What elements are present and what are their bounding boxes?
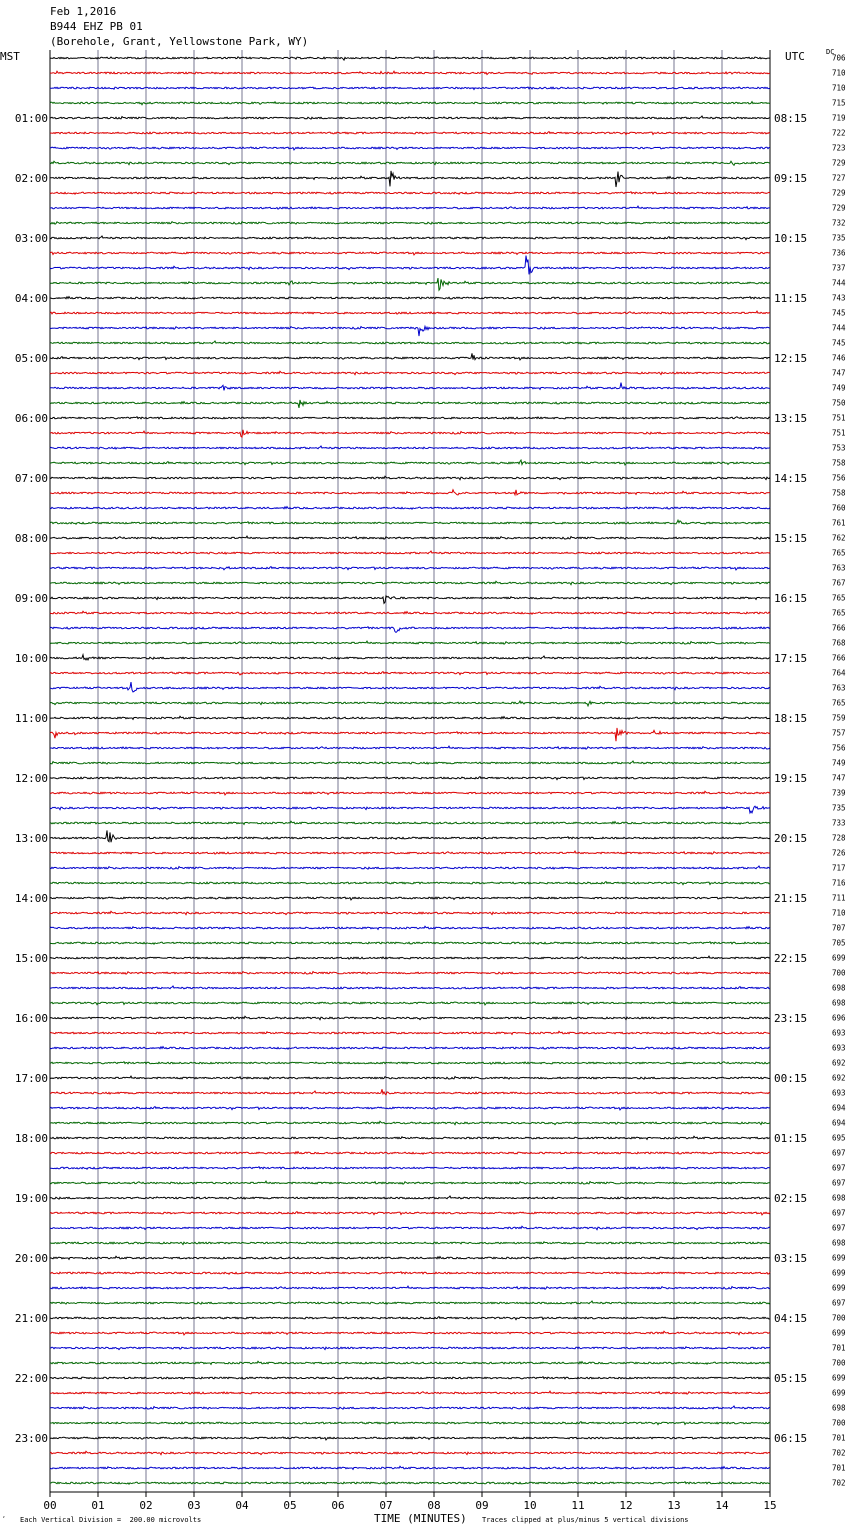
mst-hour-label: 07:00 [14, 472, 48, 485]
location-label: (Borehole, Grant, Yellowstone Park, WY) [50, 35, 309, 48]
dc-offset-label: 693 [832, 1028, 846, 1038]
mst-hour-label: 06:00 [14, 412, 48, 425]
seismic-trace [50, 682, 770, 692]
mst-hour-label: 20:00 [14, 1252, 48, 1265]
dc-offset-label: 723 [832, 143, 846, 153]
seismic-trace [50, 972, 770, 975]
dc-offset-label: 753 [832, 443, 846, 453]
dc-offset-label: 698 [832, 998, 846, 1008]
utc-hour-label: 22:15 [774, 952, 808, 965]
seismic-trace [50, 1136, 770, 1139]
dc-offset-label: 763 [832, 563, 846, 573]
dc-offset-label: 765 [832, 548, 846, 558]
dc-offset-label: 698 [832, 983, 846, 993]
dc-offset-label: 719 [832, 113, 846, 123]
dc-offset-label: 767 [832, 578, 846, 588]
seismic-trace [50, 206, 770, 209]
seismic-trace [50, 777, 770, 780]
dc-offset-label: 700 [832, 1313, 846, 1323]
dc-offset-label: 728 [832, 833, 846, 843]
seismic-trace [50, 882, 770, 885]
utc-hour-label: 20:15 [774, 832, 808, 845]
seismic-trace [50, 1482, 770, 1485]
dc-offset-label: 739 [832, 788, 846, 798]
dc-offset-label: 751 [832, 413, 846, 423]
seismic-trace [50, 851, 770, 854]
station-label: B944 EHZ PB 01 [50, 20, 143, 33]
utc-hour-label: 16:15 [774, 592, 808, 605]
mst-axis-title: MST [0, 50, 20, 63]
dc-offset-label: 727 [832, 173, 846, 183]
dc-offset-label: 701 [832, 1463, 846, 1473]
utc-axis-title: UTC [785, 50, 805, 63]
seismic-trace [50, 147, 770, 150]
seismic-trace [50, 1242, 770, 1245]
dc-offset-label: 699 [832, 1328, 846, 1338]
dc-offset-label: 733 [832, 818, 846, 828]
dc-offset-label: 697 [832, 1298, 846, 1308]
seismic-trace [50, 87, 770, 90]
mst-hour-label: 04:00 [14, 292, 48, 305]
dc-offset-label: 726 [832, 848, 846, 858]
x-tick-label: 01 [91, 1499, 105, 1512]
dc-offset-label: 736 [832, 248, 846, 258]
dc-offset-label: 764 [832, 668, 846, 678]
seismic-trace [50, 430, 770, 437]
corner-mark: ‘ [2, 1516, 6, 1523]
dc-offset-label: 706 [832, 53, 846, 63]
seismic-trace [50, 672, 770, 675]
mst-hour-label: 21:00 [14, 1312, 48, 1325]
seismic-trace [50, 716, 770, 719]
dc-offset-label: 729 [832, 158, 846, 168]
dc-offset-label: 757 [832, 728, 846, 738]
dc-offset-label: 702 [832, 1478, 846, 1488]
seismic-trace [50, 806, 770, 813]
dc-offset-label: 700 [832, 1358, 846, 1368]
x-axis-title: TIME (MINUTES) [374, 1512, 467, 1525]
dc-offset-label: 710 [832, 908, 846, 918]
seismic-trace [50, 1196, 770, 1199]
seismic-trace [50, 641, 770, 644]
seismic-trace [50, 278, 770, 290]
dc-offset-label: 705 [832, 938, 846, 948]
mst-hour-label: 18:00 [14, 1132, 48, 1145]
dc-offset-label: 710 [832, 83, 846, 93]
dc-offset-label: 766 [832, 623, 846, 633]
seismic-trace [50, 1047, 770, 1050]
seismic-trace [50, 1089, 770, 1095]
utc-hour-label: 10:15 [774, 232, 808, 245]
seismic-trace [50, 1286, 770, 1289]
seismic-trace [50, 942, 770, 945]
seismic-trace [50, 417, 770, 419]
dc-offset-label: 693 [832, 1043, 846, 1053]
dc-offset-label: 765 [832, 608, 846, 618]
seismic-trace [50, 1272, 770, 1275]
mst-hour-label: 11:00 [14, 712, 48, 725]
dc-offset-label: 702 [832, 1448, 846, 1458]
dc-offset-label: 710 [832, 68, 846, 78]
mst-hour-label: 17:00 [14, 1072, 48, 1085]
seismic-trace [50, 383, 770, 391]
dc-offset-label: 693 [832, 1088, 846, 1098]
dc-offset-label: 699 [832, 1253, 846, 1263]
dc-offset-label: 715 [832, 98, 846, 108]
dc-offset-label: 699 [832, 1373, 846, 1383]
mst-hour-label: 22:00 [14, 1372, 48, 1385]
clip-note: Traces clipped at plus/minus 5 vertical divisions [482, 1516, 689, 1524]
seismic-trace [50, 1256, 770, 1259]
seismic-trace [50, 1181, 770, 1184]
dc-offset-label: 747 [832, 773, 846, 783]
x-tick-label: 03 [187, 1499, 201, 1512]
seismic-trace [50, 821, 770, 824]
seismic-trace [50, 371, 770, 374]
utc-hour-label: 04:15 [774, 1312, 808, 1325]
seismic-trace [50, 1377, 770, 1380]
mst-hour-label: 09:00 [14, 592, 48, 605]
dc-offset-label: 763 [832, 683, 846, 693]
mst-hour-label: 12:00 [14, 772, 48, 785]
dc-offset-label: 756 [832, 743, 846, 753]
seismic-trace [50, 1437, 770, 1440]
utc-hour-label: 06:15 [774, 1432, 808, 1445]
dc-offset-label: 698 [832, 1238, 846, 1248]
seismic-trace [50, 1422, 770, 1425]
seismic-trace [50, 507, 770, 510]
seismic-trace [50, 192, 770, 195]
seismic-trace [50, 326, 770, 336]
seismic-trace [50, 1076, 770, 1079]
seismic-trace [50, 1406, 770, 1409]
seismic-trace [50, 1031, 770, 1034]
seismic-trace [50, 1152, 770, 1155]
dc-axis-title: DC [826, 48, 835, 56]
dc-offset-label: 697 [832, 1148, 846, 1158]
dc-offset-label: 768 [832, 638, 846, 648]
seismic-trace [50, 791, 770, 795]
dc-offset-label: 765 [832, 593, 846, 603]
x-tick-label: 11 [571, 1499, 585, 1512]
dc-offset-label: 697 [832, 1223, 846, 1233]
dc-offset-label: 697 [832, 1178, 846, 1188]
utc-hour-label: 15:15 [774, 532, 808, 545]
seismic-trace [50, 1121, 770, 1124]
utc-hour-label: 13:15 [774, 412, 808, 425]
utc-hour-label: 08:15 [774, 112, 808, 125]
x-tick-label: 13 [667, 1499, 681, 1512]
mst-hour-label: 16:00 [14, 1012, 48, 1025]
dc-offset-label: 695 [832, 1133, 846, 1143]
seismic-trace [50, 567, 770, 570]
dc-offset-label: 744 [832, 278, 846, 288]
mst-hour-label: 14:00 [14, 892, 48, 905]
x-tick-label: 15 [763, 1499, 777, 1512]
seismic-trace [50, 102, 770, 105]
dc-offset-label: 756 [832, 473, 846, 483]
x-tick-label: 08 [427, 1499, 441, 1512]
seismic-trace [50, 171, 770, 187]
dc-offset-label: 766 [832, 653, 846, 663]
dc-offset-label: 694 [832, 1118, 846, 1128]
seismic-trace [50, 536, 770, 539]
seismic-trace [50, 116, 770, 119]
dc-offset-label: 716 [832, 878, 846, 888]
seismic-trace [50, 1062, 770, 1064]
dc-offset-label: 711 [832, 893, 846, 903]
dc-offset-label: 697 [832, 1208, 846, 1218]
seismic-trace [50, 1451, 770, 1454]
dc-offset-label: 746 [832, 353, 846, 363]
utc-hour-label: 05:15 [774, 1372, 808, 1385]
seismic-trace [50, 1226, 770, 1229]
dc-offset-label: 698 [832, 1193, 846, 1203]
seismic-trace [50, 611, 770, 614]
mst-hour-label: 15:00 [14, 952, 48, 965]
x-tick-label: 06 [331, 1499, 345, 1512]
utc-hour-label: 23:15 [774, 1012, 808, 1025]
seismic-trace [50, 57, 770, 60]
utc-hour-label: 18:15 [774, 712, 808, 725]
dc-offset-label: 701 [832, 1433, 846, 1443]
x-tick-label: 04 [235, 1499, 249, 1512]
utc-hour-label: 14:15 [774, 472, 808, 485]
mst-hour-label: 19:00 [14, 1192, 48, 1205]
utc-hour-label: 03:15 [774, 1252, 808, 1265]
dc-offset-label: 745 [832, 308, 846, 318]
dc-offset-label: 751 [832, 428, 846, 438]
dc-offset-label: 745 [832, 338, 846, 348]
seismic-trace [50, 161, 770, 165]
seismic-trace [50, 1167, 770, 1170]
seismic-trace [50, 1347, 770, 1350]
dc-offset-label: 737 [832, 263, 846, 273]
seismic-trace [50, 728, 770, 741]
seismic-trace [50, 1016, 770, 1019]
seismic-trace [50, 926, 770, 929]
seismic-trace [50, 71, 770, 74]
dc-offset-label: 735 [832, 233, 846, 243]
seismic-trace [50, 297, 770, 300]
dc-offset-label: 699 [832, 953, 846, 963]
mst-hour-label: 02:00 [14, 172, 48, 185]
seismic-trace [50, 655, 770, 660]
seismic-trace [50, 353, 770, 360]
dc-offset-label: 698 [832, 1403, 846, 1413]
dc-offset-label: 743 [832, 293, 846, 303]
dc-offset-label: 758 [832, 488, 846, 498]
dc-offset-label: 750 [832, 398, 846, 408]
mst-hour-label: 08:00 [14, 532, 48, 545]
dc-offset-label: 699 [832, 1388, 846, 1398]
seismic-trace [50, 1301, 770, 1304]
mst-hour-label: 03:00 [14, 232, 48, 245]
mst-hour-label: 01:00 [14, 112, 48, 125]
x-tick-label: 12 [619, 1499, 633, 1512]
seismic-trace [50, 222, 770, 225]
seismic-trace [50, 252, 770, 255]
seismic-trace [50, 986, 770, 989]
dc-offset-label: 700 [832, 968, 846, 978]
seismic-trace [50, 490, 770, 495]
dc-offset-label: 759 [832, 713, 846, 723]
dc-offset-label: 717 [832, 863, 846, 873]
seismic-trace [50, 551, 770, 554]
seismic-trace [50, 256, 770, 275]
seismic-trace [50, 1466, 770, 1469]
dc-offset-label: 707 [832, 923, 846, 933]
dc-offset-label: 765 [832, 698, 846, 708]
dc-offset-label: 700 [832, 1418, 846, 1428]
x-tick-label: 14 [715, 1499, 729, 1512]
dc-offset-label: 692 [832, 1058, 846, 1068]
utc-hour-label: 21:15 [774, 892, 808, 905]
utc-hour-label: 00:15 [774, 1072, 808, 1085]
seismic-trace [50, 1002, 770, 1005]
dc-offset-label: 760 [832, 503, 846, 513]
dc-offset-label: 729 [832, 188, 846, 198]
seismic-trace [50, 746, 770, 749]
dc-offset-label: 749 [832, 383, 846, 393]
dc-offset-label: 701 [832, 1343, 846, 1353]
utc-hour-label: 01:15 [774, 1132, 808, 1145]
x-tick-label: 05 [283, 1499, 297, 1512]
dc-offset-label: 696 [832, 1013, 846, 1023]
seismic-trace [50, 132, 770, 135]
utc-hour-label: 09:15 [774, 172, 808, 185]
x-tick-label: 10 [523, 1499, 537, 1512]
seismic-trace [50, 400, 770, 408]
x-tick-label: 00 [43, 1499, 57, 1512]
mst-hour-label: 13:00 [14, 832, 48, 845]
seismic-trace [50, 581, 770, 584]
seismic-trace [50, 460, 770, 465]
mst-hour-label: 10:00 [14, 652, 48, 665]
seismic-trace [50, 956, 770, 959]
seismic-trace [50, 830, 770, 842]
seismic-trace [50, 701, 770, 706]
seismic-trace [50, 1331, 770, 1335]
dc-offset-label: 762 [832, 533, 846, 543]
seismic-trace [50, 520, 770, 524]
seismic-trace [50, 236, 770, 240]
seismic-trace [50, 911, 770, 914]
mst-hour-label: 05:00 [14, 352, 48, 365]
dc-offset-label: 744 [832, 323, 846, 333]
seismic-trace [50, 1212, 770, 1215]
dc-offset-label: 732 [832, 218, 846, 228]
utc-hour-label: 12:15 [774, 352, 808, 365]
dc-offset-label: 692 [832, 1073, 846, 1083]
date-label: Feb 1,2016 [50, 5, 117, 18]
dc-offset-label: 699 [832, 1283, 846, 1293]
dc-offset-label: 694 [832, 1103, 846, 1113]
x-tick-label: 02 [139, 1499, 153, 1512]
utc-hour-label: 17:15 [774, 652, 808, 665]
seismic-trace [50, 1107, 770, 1110]
seismic-trace [50, 1391, 770, 1394]
seismic-trace [50, 1361, 770, 1364]
seismic-trace [50, 627, 770, 633]
dc-offset-label: 758 [832, 458, 846, 468]
seismic-trace [50, 311, 770, 314]
dc-offset-label: 735 [832, 803, 846, 813]
dc-offset-label: 749 [832, 758, 846, 768]
utc-hour-label: 19:15 [774, 772, 808, 785]
seismic-trace [50, 446, 770, 449]
x-tick-label: 07 [379, 1499, 393, 1512]
dc-offset-label: 722 [832, 128, 846, 138]
vertical-division-note: Each Vertical Division = 200.00 microvolts [20, 1516, 202, 1524]
seismic-trace [50, 866, 770, 869]
seismic-trace [50, 476, 770, 479]
x-tick-label: 09 [475, 1499, 489, 1512]
seismic-trace [50, 761, 770, 764]
mst-hour-label: 23:00 [14, 1432, 48, 1445]
dc-offset-label: 729 [832, 203, 846, 213]
seismic-trace [50, 341, 770, 344]
seismic-trace [50, 1317, 770, 1320]
utc-hour-label: 02:15 [774, 1192, 808, 1205]
dc-offset-label: 761 [832, 518, 846, 528]
seismic-trace [50, 596, 770, 604]
dc-offset-label: 697 [832, 1163, 846, 1173]
dc-offset-label: 747 [832, 368, 846, 378]
dc-offset-label: 699 [832, 1268, 846, 1278]
utc-hour-label: 11:15 [774, 292, 808, 305]
seismic-trace [50, 897, 770, 900]
